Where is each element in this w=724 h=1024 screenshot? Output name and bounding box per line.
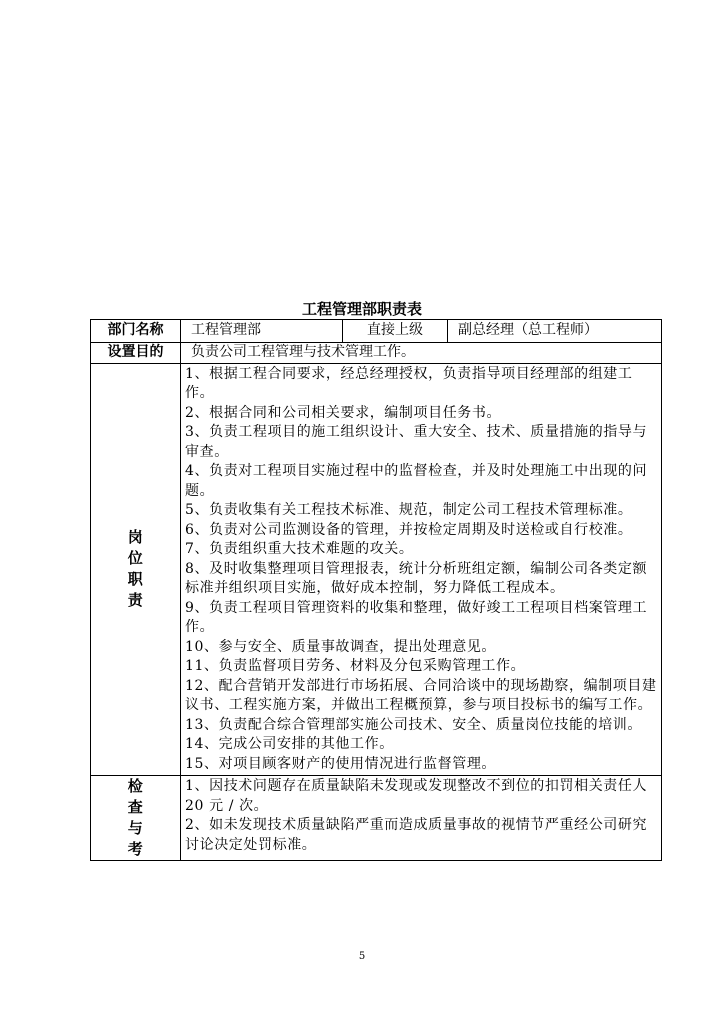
duty-item: 7、负责组织重大技术难题的攻关。 <box>185 541 414 557</box>
dept-name-value: 工程管理部 <box>181 320 343 343</box>
duty-item: 3、负责工程项目的施工组织设计、重大安全、技术、质量措施的指导与审查。 <box>185 424 648 460</box>
assessment-item: 2、如未发现技术质量缺陷严重而造成质量事故的视情节严重经公司研究讨论决定处罚标准。 <box>185 817 648 853</box>
duties-label <box>91 363 181 776</box>
duties-label-char: 职 <box>127 570 144 589</box>
duty-item: 12、配合营销开发部进行市场拓展、合同洽谈中的现场勘察，编制项目建议书、工程实施方案，并做出工程概预算，参与项目投标书的编写工作。 <box>185 677 657 713</box>
duty-item: 5、负责收集有关工程技术标准、规范，制定公司工程技术管理标准。 <box>185 502 633 518</box>
assessment-item: 1、因技术问题存在质量缺陷未发现或发现整改不到位的扣罚相关责任人 20 元 / 次。 <box>185 778 648 814</box>
dept-name-label: 部门名称 <box>91 320 181 343</box>
duties-label-char: 责 <box>127 591 144 610</box>
duty-item: 13、负责配合综合管理部实施公司技术、安全、质量岗位技能的培训。 <box>185 716 643 733</box>
page-number: 5 <box>358 951 366 962</box>
purpose-label: 设置目的 <box>91 343 181 364</box>
assessment-row <box>91 776 662 861</box>
assessment-label-char: 考 <box>127 840 144 858</box>
duties-label-char: 位 <box>127 549 144 568</box>
assessment-label-char: 查 <box>127 798 144 816</box>
responsibility-table <box>90 319 662 861</box>
superior-value: 副总经理（总工程师） <box>448 320 662 343</box>
purpose-value: 负责公司工程管理与技术管理工作。 <box>181 343 662 364</box>
superior-label: 直接上级 <box>343 320 448 343</box>
assessment-list <box>181 776 662 861</box>
duties-list <box>181 363 662 776</box>
duty-item: 4、负责对工程项目实施过程中的监督检查，并及时处理施工中出现的问题。 <box>185 463 648 499</box>
duty-item: 14、完成公司安排的其他工作。 <box>185 736 394 752</box>
purpose-row <box>91 343 662 364</box>
duty-item: 10、参与安全、质量事故调查，提出处理意见。 <box>185 638 497 655</box>
duties-row <box>91 363 662 776</box>
duty-item: 11、负责监督项目劳务、材料及分包采购管理工作。 <box>185 658 526 674</box>
assessment-label <box>91 776 181 861</box>
duties-label-char: 岗 <box>127 528 144 547</box>
duty-item: 1、根据工程合同要求，经总经理授权，负责指导项目经理部的组建工作。 <box>185 365 633 401</box>
page-title: 工程管理部职责表 <box>301 300 422 318</box>
header-row <box>91 320 662 343</box>
duty-item: 9、负责工程项目管理资料的收集和整理，做好竣工工程项目档案管理工作。 <box>185 599 648 635</box>
assessment-label-char: 与 <box>127 819 144 837</box>
assessment-label-char: 检 <box>127 777 144 795</box>
duty-item: 8、及时收集整理项目管理报表，统计分析班组定额，编制公司各类定额标准并组织项目实施，做好成本控制，努力降低工程成本。 <box>185 560 648 596</box>
duty-item: 2、根据合同和公司相关要求，编制项目任务书。 <box>185 404 502 421</box>
duty-item: 15、对项目顾客财产的使用情况进行监督管理。 <box>185 755 497 772</box>
duty-item: 6、负责对公司监测设备的管理，并按检定周期及时送检或自行校准。 <box>185 521 633 538</box>
